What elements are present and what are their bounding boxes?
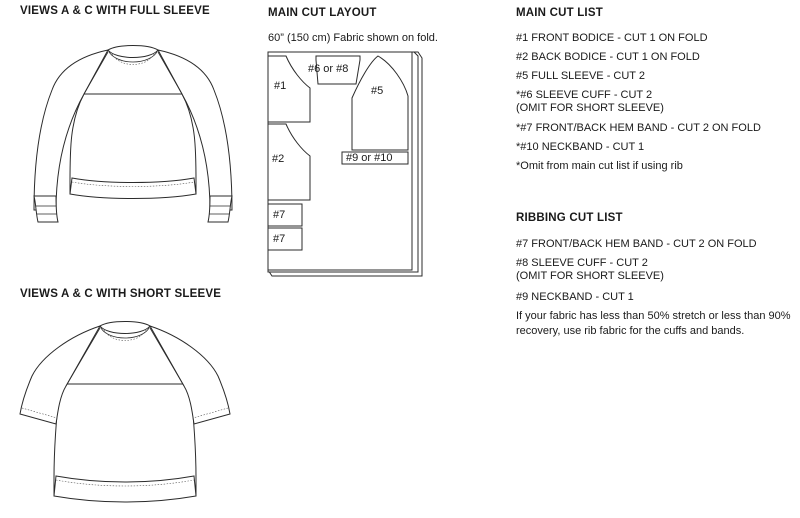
rib-cut-item: #8 SLEEVE CUFF - CUT 2 <box>516 257 648 269</box>
piece-label-6: #6 or #8 <box>308 63 349 75</box>
rib-cut-item: #9 NECKBAND - CUT 1 <box>516 291 634 303</box>
rib-fabric-note: If your fabric has less than 50% stretch or less than 90% recovery, use rib fabric for the cuffs and bands. <box>516 310 791 337</box>
piece-label-9: #9 or #10 <box>346 152 393 164</box>
rib-cut-item: #7 FRONT/BACK HEM BAND - CUT 2 ON FOLD <box>516 238 757 250</box>
fabric-width-note: 60” (150 cm) Fabric shown on fold. <box>268 32 438 44</box>
piece-label-2: #2 <box>272 153 285 165</box>
piece-label-7b: #7 <box>273 233 286 245</box>
main-cut-item: *#10 NECKBAND - CUT 1 <box>516 141 645 153</box>
main-cut-list-title: MAIN CUT LIST <box>516 7 603 19</box>
rib-cut-item: (OMIT FOR SHORT SLEEVE) <box>516 270 664 282</box>
full-sleeve-title: VIEWS A & C WITH FULL SLEEVE <box>20 5 210 17</box>
cut-layout-diagram <box>0 0 440 290</box>
main-cut-layout-title: MAIN CUT LAYOUT <box>268 7 377 19</box>
main-cut-item: (OMIT FOR SHORT SLEEVE) <box>516 102 664 114</box>
short-sleeve-title: VIEWS A & C WITH SHORT SLEEVE <box>20 288 222 300</box>
ribbing-cut-list-title: RIBBING CUT LIST <box>516 212 623 224</box>
main-cut-footnote: *Omit from main cut list if using rib <box>516 160 683 172</box>
main-cut-item: #5 FULL SLEEVE - CUT 2 <box>516 70 645 82</box>
main-cut-item: #2 BACK BODICE - CUT 1 ON FOLD <box>516 51 700 63</box>
main-cut-item: #1 FRONT BODICE - CUT 1 ON FOLD <box>516 32 708 44</box>
main-cut-item: *#7 FRONT/BACK HEM BAND - CUT 2 ON FOLD <box>516 122 761 134</box>
piece-label-1: #1 <box>274 80 287 92</box>
piece-label-5: #5 <box>371 85 384 97</box>
main-cut-item: *#6 SLEEVE CUFF - CUT 2 <box>516 89 653 101</box>
piece-label-7a: #7 <box>273 209 286 221</box>
